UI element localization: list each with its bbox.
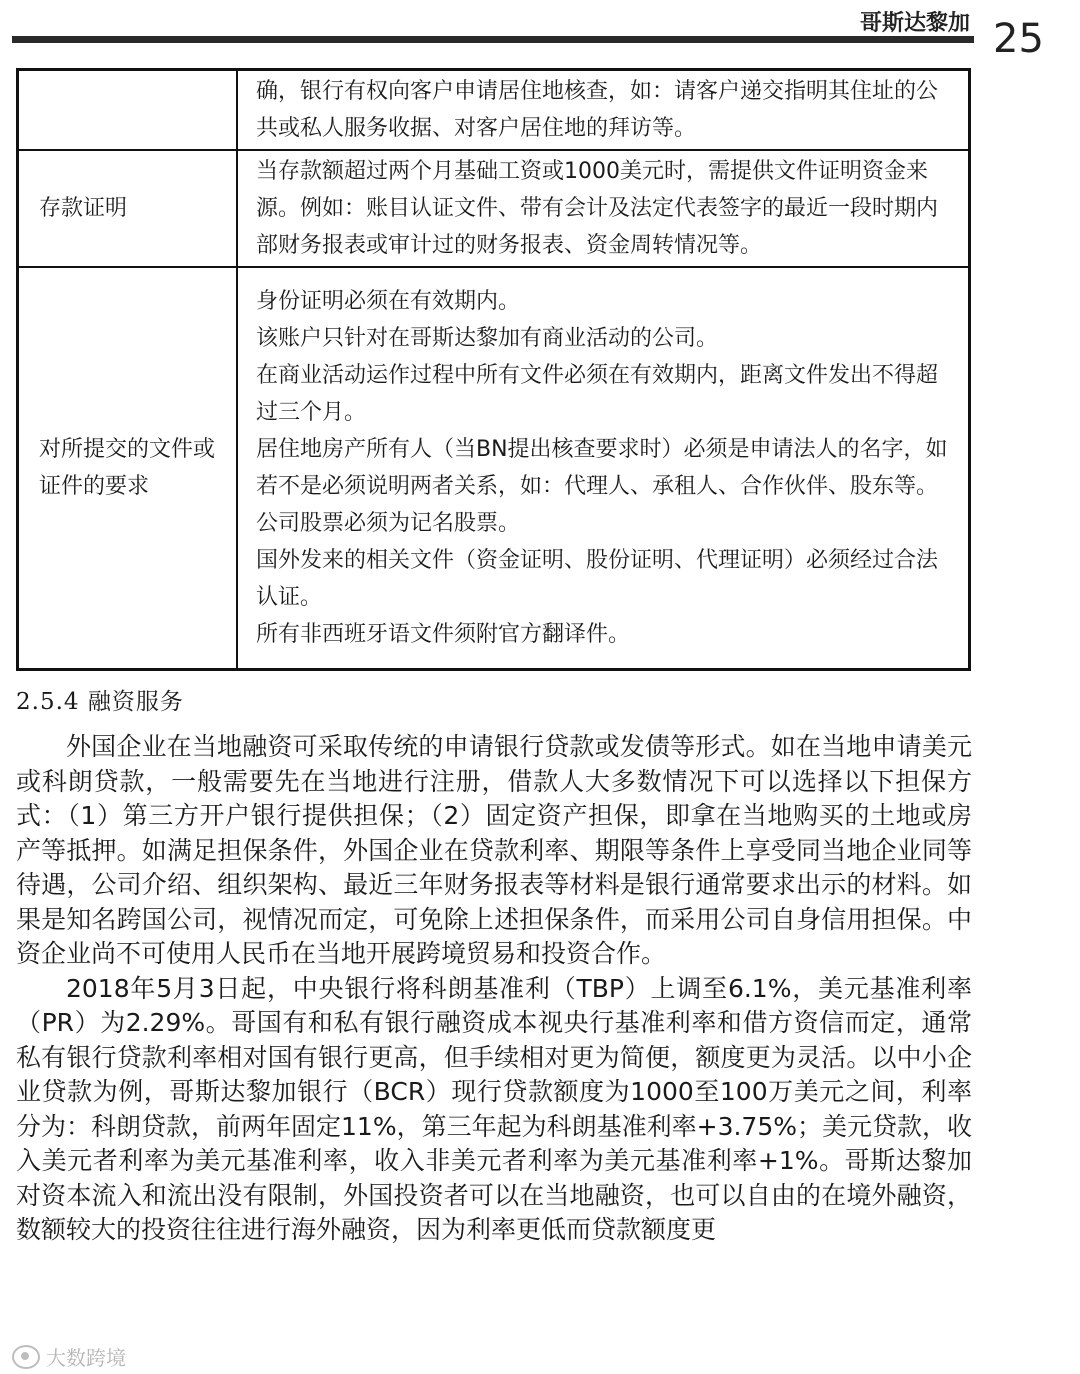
- header-title: 哥斯达黎加: [859, 11, 970, 36]
- table-row: [18, 70, 970, 151]
- watermark: [12, 1342, 126, 1371]
- row-line: 该账户只针对在哥斯达黎加有商业活动的公司。: [256, 325, 719, 351]
- row-content: [237, 70, 970, 151]
- row-line: 居住地房产所有人（当BN提出核查要求时）必须是申请法人的名字，如若不是必须说明两者关系，如：代理人、承租人、合作伙伴、股东等。: [256, 436, 948, 499]
- section-heading: 2.5.4 融资服务: [16, 689, 184, 715]
- table-row: [18, 150, 970, 267]
- paragraph: 外国企业在当地融资可采取传统的申请银行贷款或发债等形式。如在当地申请美元或科朗贷款，一般需要先在当地进行注册，借款人大多数情况下可以选择以下担保方式：（1）第三方开户银行提供担保；（2）固定资产担保，即拿在当地购买的土地或房产等抵押。如满足担保条件，外国企业在贷款利率、期限等条件上享受同当地企业同等待遇，公司介绍、组织架构、最近三年财务报表等材料是银行通常要求出示的材料。如果是知名跨国公司，视情况而定，可免除上述担保条件，而采用公司自身信用担保。中资企业尚不可使用人民币在当地开展跨境贸易和投资合作。: [16, 732, 972, 968]
- row-content: [237, 150, 970, 267]
- row-line: 身份证明必须在有效期内。: [256, 288, 521, 314]
- row-line: 所有非西班牙语文件须附官方翻译件。: [256, 621, 631, 647]
- table-row: [18, 267, 970, 669]
- header-rule: [12, 36, 974, 43]
- row-line: 在商业活动运作过程中所有文件必须在有效期内，距离文件发出不得超过三个月。: [256, 362, 939, 425]
- paragraph: 2018年5月3日起，中央银行将科朗基准利（TBP）上调至6.1%，美元基准利率（PR）为2.29%。哥国有和私有银行融资成本视央行基准利率和借方资信而定，通常私有银行贷款利率相对国有银行更高，但手续相对更为简便，额度更为灵活。以中小企业贷款为例，哥斯达黎加银行（BCR）现行贷款额度为1000至100万美元之间，利率分为：科朗贷款，前两年固定11%，第三年起为科朗基准利率+3.75%；美元贷款，收入美元者利率为美元基准利率，收入非美元者利率为美元基准利率+1%。哥斯达黎加对资本流入和流出没有限制，外国投资者可以在当地融资，也可以自由的在境外融资，数额较大的投资往往进行海外融资，因为利率更低而贷款额度更: [16, 973, 972, 1244]
- row-label: 对所提交的文件或证件的要求: [18, 267, 238, 669]
- body-text: [16, 730, 972, 1248]
- row-line: 确，银行有权向客户申请居住地核查，如：请客户递交指明其住址的公共或私人服务收据、对客户居住地的拜访等。: [256, 79, 939, 141]
- requirements-table: [16, 68, 971, 671]
- page-number: 25: [993, 16, 1044, 62]
- row-line: 公司股票必须为记名股票。: [256, 510, 521, 536]
- weibo-icon: [12, 1345, 40, 1369]
- row-label: 存款证明: [18, 150, 238, 267]
- row-line: 当存款额超过两个月基础工资或1000美元时，需提供文件证明资金来源。例如：账目认证文件、带有会计及法定代表签字的最近一段时期内部财务报表或审计过的财务报表、资金周转情况等。: [256, 159, 939, 258]
- row-label: [18, 70, 238, 151]
- watermark-text: 大数跨境: [46, 1346, 126, 1370]
- row-line: 国外发来的相关文件（资金证明、股份证明、代理证明）必须经过合法认证。: [256, 547, 939, 610]
- row-content: [237, 267, 970, 669]
